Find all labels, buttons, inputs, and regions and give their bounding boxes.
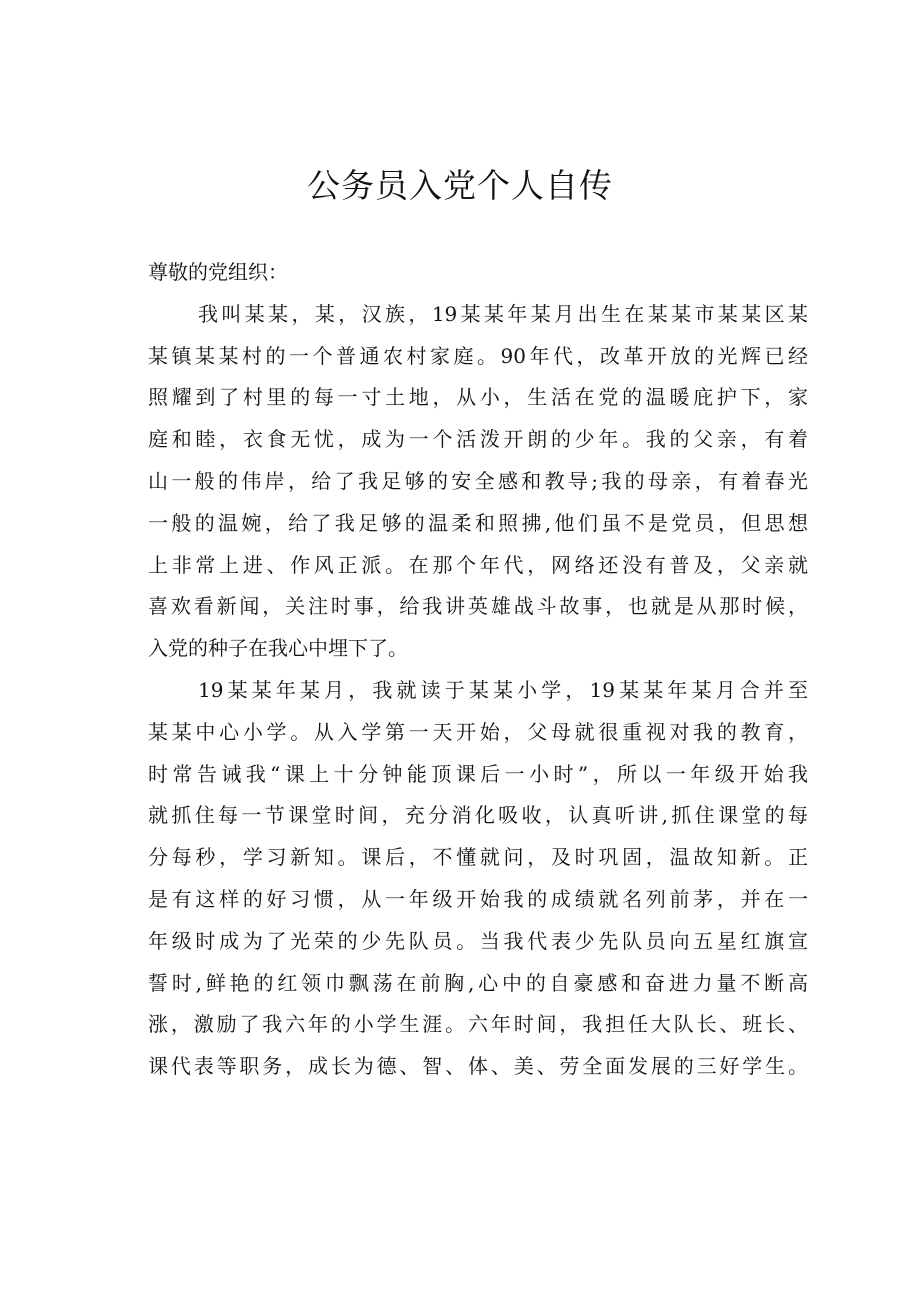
document-title: 公务员入党个人自传 <box>307 166 613 205</box>
paragraph-1-line: 上非常上进、作风正派。在那个年代，网络还没有普及，父亲就 <box>148 552 808 577</box>
paragraph-1-line: 一般的温婉，给了我足够的温柔和照拂,他们虽不是党员，但思想 <box>148 510 808 535</box>
paragraph-2-line: 某某中心小学。从入学第一天开始，父母就很重视对我的教育， <box>148 719 808 744</box>
paragraph-2-line: 时常告诫我“课上十分钟能顶课后一小时”，所以一年级开始我 <box>148 761 808 786</box>
paragraph-2-line: 就抓住每一节课堂时间，充分消化吸收，认真听讲,抓住课堂的每 <box>148 803 808 828</box>
paragraph-2-line: 誓时,鲜艳的红领巾飘荡在前胸,心中的自豪感和奋进力量不断高 <box>148 970 808 995</box>
greeting: 尊敬的党组织： <box>148 260 288 284</box>
paragraph-1-line: 照耀到了村里的每一寸土地，从小，生活在党的温暖庇护下，家 <box>148 385 808 410</box>
paragraph-1-line: 入党的种子在我心中埋下了。 <box>148 636 408 661</box>
document-body <box>148 252 808 1088</box>
paragraph-1-line: 山一般的伟岸，给了我足够的安全感和教导;我的母亲，有着春光 <box>148 468 808 493</box>
paragraph-1-line: 我叫某某，某，汉族，19某某年某月出生在某某市某某区某 <box>198 301 808 326</box>
paragraph-2-line: 分每秒，学习新知。课后，不懂就问，及时巩固，温故知新。正 <box>148 845 808 870</box>
paragraph-1-line: 庭和睦，衣食无忧，成为一个活泼开朗的少年。我的父亲，有着 <box>148 427 808 452</box>
paragraph-1-line: 某镇某某村的一个普通农村家庭。90年代，改革开放的光辉已经 <box>148 343 808 368</box>
paragraph-2-line: 19某某年某月，我就读于某某小学，19某某年某月合并至 <box>198 677 808 702</box>
paragraph-2-line: 课代表等职务，成长为德、智、体、美、劳全面发展的三好学生。 <box>148 1054 808 1079</box>
paragraph-2-line: 年级时成为了光荣的少先队员。当我代表少先队员向五星红旗宣 <box>148 928 808 953</box>
paragraph-2-line: 是有这样的好习惯，从一年级开始我的成绩就名列前茅，并在一 <box>148 886 808 911</box>
paragraph-2-line: 涨，激励了我六年的小学生涯。六年时间，我担任大队长、班长、 <box>148 1012 808 1037</box>
paragraph-1-line: 喜欢看新闻，关注时事，给我讲英雄战斗故事，也就是从那时候， <box>148 594 808 619</box>
